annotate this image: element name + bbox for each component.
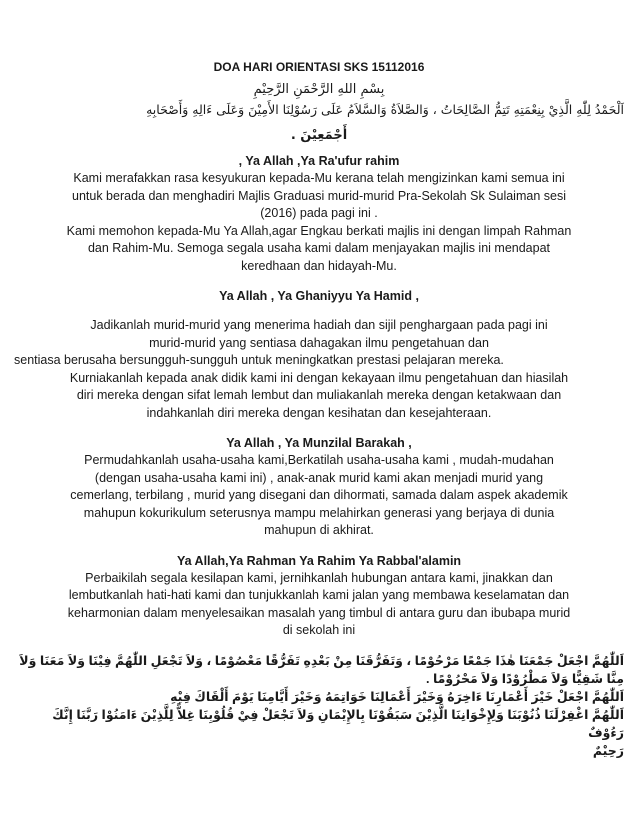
section-4-line: lembutkanlah hati-hati kami dan tunjukkanlah kami jalan yang membawa keselamatan dan bbox=[68, 588, 570, 602]
closing-prayer-line: اَللّٰهُمَّ اغْفِرْلَنَا ذُنُوْبَنَا وَلِإِخْوَانِنَا الَّذِيْنَ سَبَقُوْنَا بِالإِيْمَانِ وَلاَ تَجْعَلْ فِيْ قُلُوْبِنَا غِلاًّ لِلَّذِيْنَ ءَامَنُوْا رَبَّنَا إِنَّكَ رَءُوْفٌ bbox=[52, 707, 624, 740]
section-4-line: Perbaikilah segala kesilapan kami, jernihkanlah hubungan antara kami, jinakkan dan bbox=[85, 570, 553, 585]
closing-prayer-line: رَحِيْمٌ bbox=[592, 743, 624, 758]
section-2-line: murid-murid yang sentiasa dahagakan ilmu pengetahuan dan bbox=[149, 335, 489, 350]
section-heading-ghaniyyu-hamid: Ya Allah , Ya Ghaniyyu Ya Hamid , bbox=[219, 289, 419, 303]
section-2-line: Jadikanlah murid-murid yang menerima hadiah dan sijil penghargaan pada pagi ini bbox=[90, 318, 548, 332]
section-2-line: indahkanlah diri mereka dengan kesihatan dan kesejahteraan. bbox=[146, 405, 492, 420]
section-2-line: Kurniakanlah kepada anak didik kami ini dengan kekayaan ilmu pengetahuan dan hiasilah bbox=[69, 370, 569, 385]
section-1-line: untuk berada dan menghadiri Majlis Graduasi murid-murid Pra-Sekolah Sk Sulaiman sesi bbox=[72, 188, 566, 203]
section-heading-munzilal-barakah: Ya Allah , Ya Munzilal Barakah , bbox=[226, 436, 412, 450]
section-1-line: Kami memohon kepada-Mu Ya Allah,agar Engkau berkati majlis ini dengan limpah Rahman bbox=[66, 223, 572, 238]
section-1-line: dan Rahim-Mu. Semoga segala usaha kami dalam menjayakan majlis ini mendapat bbox=[87, 241, 551, 255]
opening-prayer-line-2: أَجْمَعِيْنَ . bbox=[290, 128, 348, 143]
section-3-line: Permudahkanlah usaha-usaha kami,Berkatilah usaha-usaha kami , mudah-mudahan bbox=[84, 453, 554, 467]
section-1-line: Kami merafakkan rasa kesyukuran kepada-Mu kerana telah mengizinkan kami semua ini bbox=[73, 171, 565, 185]
section-3-line: (dengan usaha-usaha kami ini) , anak-anak murid kami akan menjadi murid yang bbox=[94, 470, 544, 485]
section-1-line: (2016) pada pagi ini . bbox=[260, 206, 378, 220]
section-3-line: cemerlang, terbilang , murid yang disegani dan dihormati, samada dalam aspek akademik bbox=[70, 488, 568, 502]
closing-prayer-line: مِنَّا شَقِيًّا وَلاَ مَطْرُوْدًا وَلاَ مَحْرُوْمًا . bbox=[426, 671, 624, 686]
basmalah: بِسْمِ اللهِ الرَّحْمَنِ الرَّحِيْمِ bbox=[253, 82, 385, 97]
section-heading-raufur-rahim: , Ya Allah ,Ya Ra'ufur rahim bbox=[238, 154, 400, 168]
section-heading-rabbal-alamin: Ya Allah,Ya Rahman Ya Rahim Ya Rabbal'alamin bbox=[176, 553, 462, 568]
section-2-line: sentiasa berusaha bersungguh-sungguh untuk meningkatkan prestasi pelajaran mereka. bbox=[14, 353, 504, 367]
section-4-line: di sekolah ini bbox=[282, 623, 356, 637]
closing-prayer-line: اَللّٰهُمَّ اجْعَلْ جَمْعَنَا هٰذَا جَمْعًا مَرْحُوْمًا ، وَتَفَرُّقَنَا مِنْ بَعْدِهِ تَفَرُّقًا مَعْصُوْمًا ، وَلاَ تَجْعَلِ اللّٰهُمَّ فِيْنَا وَلاَ مَعَنَا وَلاَ bbox=[19, 653, 624, 668]
section-2-line: diri mereka dengan sifat lemah lembut dan muliakanlah mereka dengan ketakwaan dan bbox=[76, 388, 562, 402]
closing-prayer-line: اَللّٰهُمَّ اجْعَلْ خَيْرَ أَعْمَارِنَا ءَاخِرَهُ وَخَيْرَ أَعْمَالِنَا خَوَاتِمَهُ وَخَيْرَ أَيَّامِنَا يَوْمَ أَلْقَاكَ فِيْهِ bbox=[170, 689, 624, 704]
section-3-line: mahupun di akhirat. bbox=[264, 523, 374, 537]
document-title: DOA HARI ORIENTASI SKS 15112016 bbox=[213, 60, 425, 74]
section-3-line: mahupun kokurikulum seterusnya mampu melahirkan generasi yang berjaya di dunia bbox=[83, 505, 555, 520]
opening-prayer-line-1: اَلْحَمْدُ لِلّٰهِ الَّذِيْ بِنِعْمَتِهِ تَتِمُّ الصَّالِحَاتُ ، وَالصَّلاَةُ وَالسَّلاَمُ عَلَى رَسُوْلِنَا الأَمِيْنَ وَعَلَى ءَالِهِ وَأَصْحَابِهِ bbox=[146, 102, 624, 117]
section-1-line: keredhaan dan hidayah-Mu. bbox=[241, 258, 397, 273]
section-4-line: keharmonian dalam menyelesaikan masalah yang timbul di antara guru dan ibubapa murid bbox=[67, 605, 571, 620]
